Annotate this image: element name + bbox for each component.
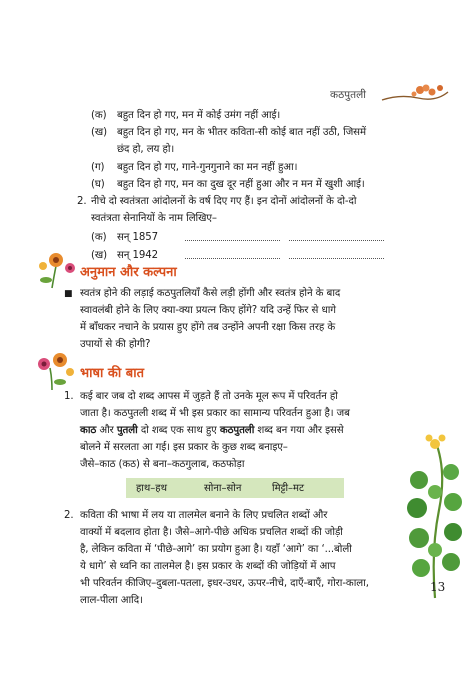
- plant-illustration: [405, 430, 467, 600]
- q2-line2: स्वतंत्रता सेनानियों के नाम लिखिए–: [91, 213, 217, 224]
- s2-q2-number: 2.: [64, 510, 74, 521]
- flower-illustration: [30, 350, 78, 392]
- section-title-anuman: अनुमान और कल्पना: [80, 265, 177, 280]
- option-text: बहुत दिन हो गए, मन में कोई उमंग नहीं आई।: [117, 110, 281, 121]
- option-ga: [91, 161, 298, 174]
- text: दो शब्द एक साथ हुए: [137, 425, 220, 436]
- section1-line: स्वावलंबी होने के लिए क्या-क्या प्रयत्न किए होंगे? यदि उन्हें फिर से धागे: [80, 305, 336, 316]
- year-row-1857: [91, 231, 159, 244]
- answer-line[interactable]: [289, 240, 384, 241]
- chapter-name: कठपुतली: [330, 89, 366, 101]
- text: और: [96, 425, 117, 436]
- example-words-box: [126, 478, 344, 498]
- s2-q2-line: वाक्यों में बदलाव होता है। जैसे–आगे-पीछे अधिक प्रचलित शब्दों की जोड़ी: [80, 527, 343, 538]
- year-label: (क): [91, 232, 107, 243]
- option-label: (ख): [91, 127, 107, 138]
- option-kha: [91, 126, 366, 139]
- answer-line[interactable]: [185, 258, 280, 259]
- answer-line[interactable]: [289, 258, 384, 259]
- bold-word: काठ: [80, 425, 97, 436]
- answer-line[interactable]: [185, 240, 280, 241]
- s2-q1-number: 1.: [64, 391, 74, 402]
- year-row-1942: [91, 249, 159, 262]
- option-gha: [91, 178, 365, 191]
- chapter-header: [300, 86, 470, 110]
- text: शब्द बन गया और इससे: [254, 425, 344, 436]
- option-ka: [91, 109, 281, 122]
- section1-line: में बाँधकर नचाने के प्रयास हुए होंगे तब उन्होंने अपनी रक्षा किस तरह के: [80, 322, 336, 333]
- flower-branch-icon: [380, 80, 450, 106]
- option-kha-cont: छंद हो, लय हो।: [117, 144, 175, 155]
- s2-q2-line: भी परिवर्तन कीजिए–दुबला-पतला, इधर-उधर, ऊपर-नीचे, दाएँ-बाएँ, गोरा-काला,: [80, 578, 369, 589]
- s2-q2-line: ये धागे’ से ध्वनि का तालमेल है। इस प्रकार के शब्दों की जोड़ियों में आप: [80, 561, 336, 572]
- option-text: बहुत दिन हो गए, मन के भीतर कविता-सी कोई बात नहीं उठी, जिसमें: [117, 127, 366, 138]
- bold-word: कठपुतली: [219, 425, 255, 436]
- option-label: (ग): [91, 162, 105, 173]
- year-value: सन् 1857: [117, 232, 159, 243]
- flower-illustration: [34, 248, 80, 290]
- s2-q2-line: लाल-पीला आदि।: [80, 595, 143, 606]
- s2-q1-line: कई बार जब दो शब्द आपस में जुड़ते हैं तो उनके मूल रूप में परिवर्तन हो: [80, 391, 338, 402]
- s2-q2-line: कविता की भाषा में लय या तालमेल बनाने के लिए प्रचलित शब्दों और: [80, 510, 328, 521]
- section1-line: स्वतंत्र होने की लड़ाई कठपुतलियाँ कैसे लड़ी होंगी और स्वतंत्र होने के बाद: [80, 288, 341, 299]
- bullet: ■: [64, 289, 73, 299]
- example-word: सोना–सोन: [204, 483, 242, 494]
- s2-q1-line: जाता है। कठपुतली शब्द में भी इस प्रकार का सामान्य परिवर्तन हुआ है। जब: [80, 408, 350, 419]
- s2-q2-line: है, लेकिन कविता में ‘पीछे-आगे’ का प्रयोग हुआ है। यहाँ ‘आगे’ का ‘...बोली: [80, 544, 352, 555]
- option-text: बहुत दिन हो गए, गाने-गुनगुनाने का मन नहीं हुआ।: [117, 162, 298, 173]
- q2-line1: नीचे दो स्वतंत्रता आंदोलनों के वर्ष दिए गए हैं। इन दोनों आंदोलनों के दो-दो: [91, 196, 357, 207]
- option-text: बहुत दिन हो गए, मन का दुख दूर नहीं हुआ और न मन में खुशी आई।: [117, 179, 365, 190]
- option-label: (क): [91, 110, 107, 121]
- s2-q1-line: बोलने में सरलता आ गई। इस प्रकार के कुछ शब्द बनाइए–: [80, 442, 288, 453]
- section-title-bhasha: भाषा की बात: [80, 366, 144, 381]
- example-word: मिट्टी–मट: [272, 483, 305, 494]
- page-number: 13: [430, 580, 446, 594]
- bold-word: पुतली: [116, 425, 138, 436]
- s2-q1-line: जैसे–काठ (कठ) से बना–कठगुलाब, कठफोड़ा: [80, 459, 245, 470]
- q2-number: 2.: [77, 196, 87, 207]
- option-label: (घ): [91, 179, 105, 190]
- year-value: सन् 1942: [117, 250, 159, 261]
- s2-q1-line: [80, 424, 344, 437]
- section1-line: उपायों से की होगी?: [80, 339, 151, 350]
- year-label: (ख): [91, 250, 107, 261]
- example-word: हाथ–हथ: [136, 483, 167, 494]
